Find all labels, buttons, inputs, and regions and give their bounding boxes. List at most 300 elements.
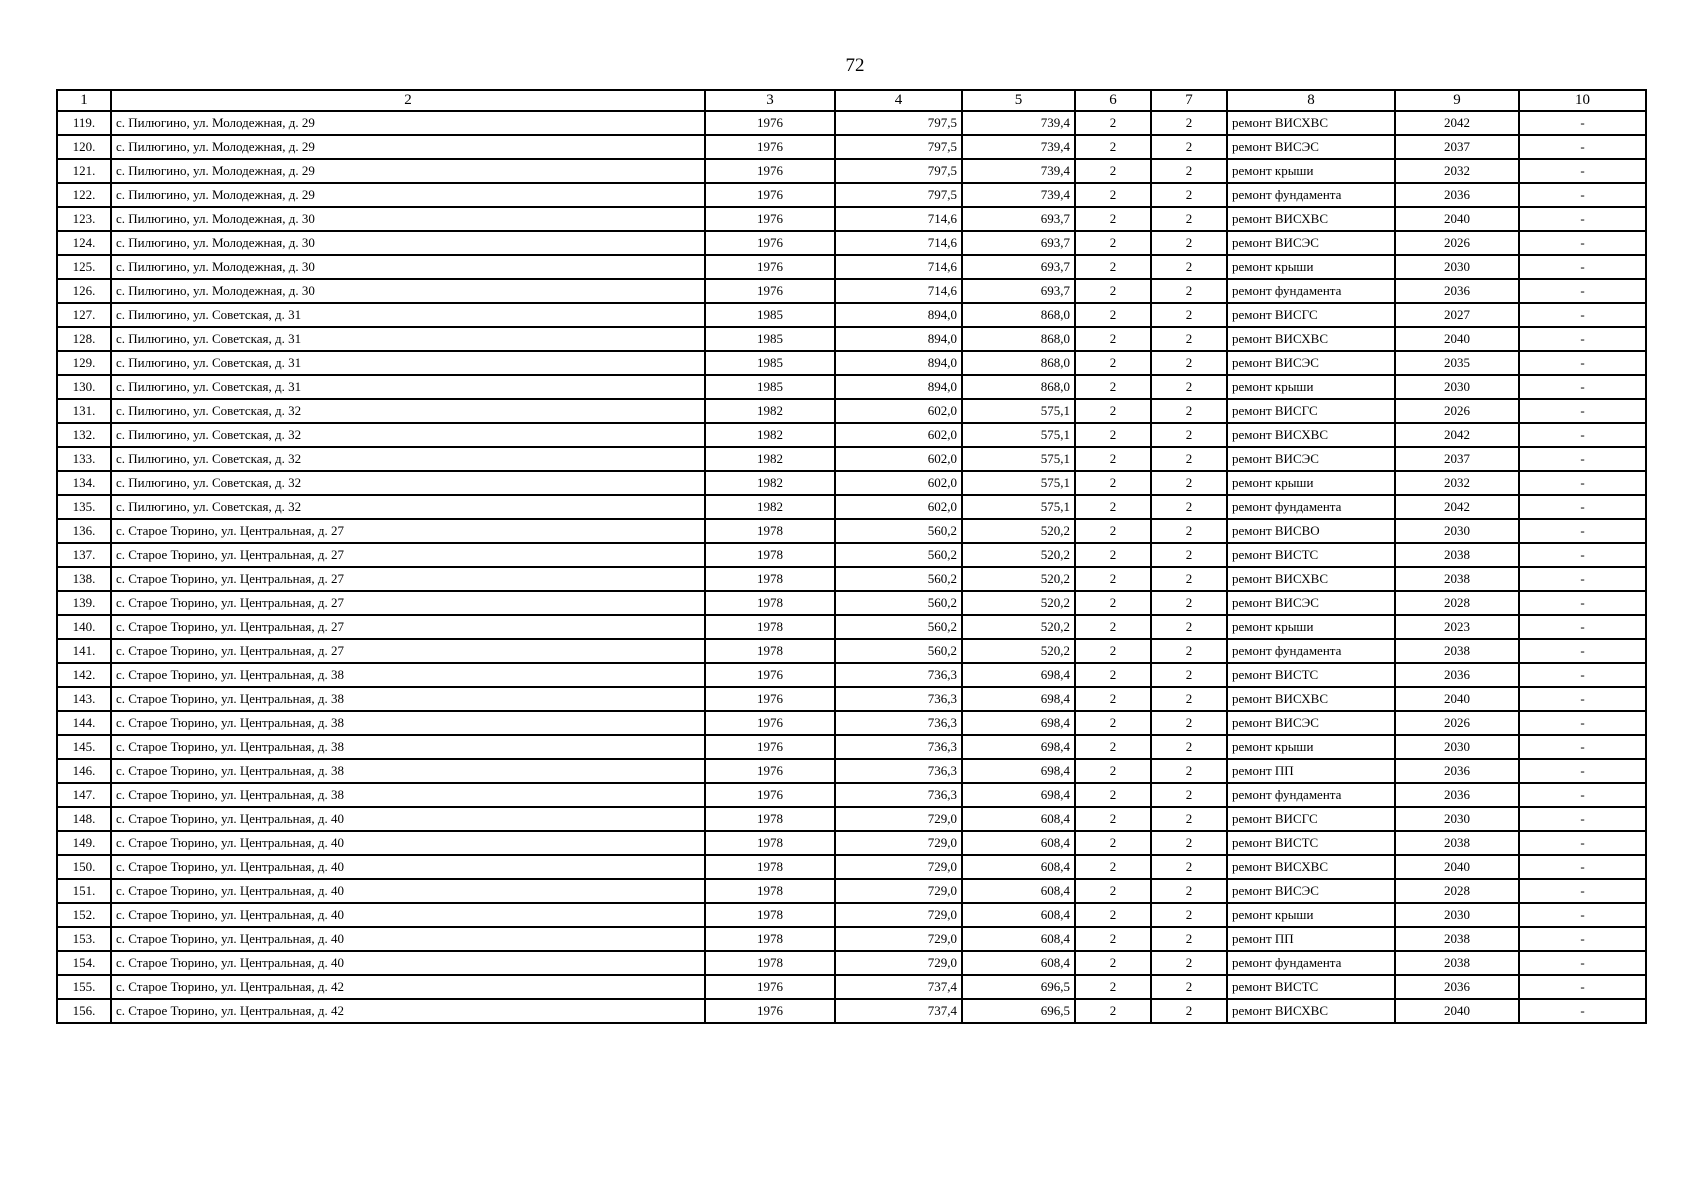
entrances-cell: 2 — [1151, 447, 1227, 471]
note-cell: - — [1519, 375, 1646, 399]
floors-cell: 2 — [1075, 807, 1151, 831]
table-body — [57, 111, 1646, 1023]
address-cell: с. Пилюгино, ул. Молодежная, д. 29 — [111, 111, 705, 135]
row-number-cell: 127. — [57, 303, 111, 327]
floors-cell: 2 — [1075, 111, 1151, 135]
work-type-cell: ремонт ВИСЭС — [1227, 447, 1395, 471]
row-number-cell: 142. — [57, 663, 111, 687]
address-cell: с. Старое Тюрино, ул. Центральная, д. 40 — [111, 951, 705, 975]
planned-year-cell: 2030 — [1395, 375, 1519, 399]
address-cell: с. Старое Тюрино, ул. Центральная, д. 40 — [111, 807, 705, 831]
work-type-cell: ремонт ВИСЭС — [1227, 879, 1395, 903]
year-built-cell: 1978 — [705, 615, 835, 639]
living-area-cell: 698,4 — [962, 735, 1075, 759]
row-number-cell: 135. — [57, 495, 111, 519]
floors-cell: 2 — [1075, 447, 1151, 471]
table-row — [57, 183, 1646, 207]
floors-cell: 2 — [1075, 903, 1151, 927]
year-built-cell: 1978 — [705, 591, 835, 615]
total-area-cell: 714,6 — [835, 231, 962, 255]
table-row — [57, 687, 1646, 711]
note-cell: - — [1519, 903, 1646, 927]
living-area-cell: 520,2 — [962, 591, 1075, 615]
floors-cell: 2 — [1075, 495, 1151, 519]
table-row — [57, 231, 1646, 255]
living-area-cell: 608,4 — [962, 951, 1075, 975]
table-row — [57, 615, 1646, 639]
planned-year-cell: 2036 — [1395, 975, 1519, 999]
entrances-cell: 2 — [1151, 807, 1227, 831]
entrances-cell: 2 — [1151, 951, 1227, 975]
note-cell: - — [1519, 735, 1646, 759]
planned-year-cell: 2042 — [1395, 111, 1519, 135]
table-row — [57, 255, 1646, 279]
table-row — [57, 471, 1646, 495]
table-row — [57, 879, 1646, 903]
living-area-cell: 608,4 — [962, 927, 1075, 951]
address-cell: с. Пилюгино, ул. Советская, д. 32 — [111, 447, 705, 471]
living-area-cell: 868,0 — [962, 375, 1075, 399]
work-type-cell: ремонт ПП — [1227, 927, 1395, 951]
total-area-cell: 894,0 — [835, 327, 962, 351]
entrances-cell: 2 — [1151, 615, 1227, 639]
address-cell: с. Пилюгино, ул. Советская, д. 31 — [111, 327, 705, 351]
living-area-cell: 696,5 — [962, 975, 1075, 999]
work-type-cell: ремонт ПП — [1227, 759, 1395, 783]
entrances-cell: 2 — [1151, 543, 1227, 567]
living-area-cell: 698,4 — [962, 711, 1075, 735]
work-type-cell: ремонт крыши — [1227, 615, 1395, 639]
address-cell: с. Пилюгино, ул. Молодежная, д. 30 — [111, 279, 705, 303]
work-type-cell: ремонт ВИСХВС — [1227, 687, 1395, 711]
entrances-cell: 2 — [1151, 975, 1227, 999]
entrances-cell: 2 — [1151, 759, 1227, 783]
floors-cell: 2 — [1075, 927, 1151, 951]
planned-year-cell: 2023 — [1395, 615, 1519, 639]
note-cell: - — [1519, 615, 1646, 639]
planned-year-cell: 2036 — [1395, 759, 1519, 783]
living-area-cell: 693,7 — [962, 279, 1075, 303]
note-cell: - — [1519, 231, 1646, 255]
planned-year-cell: 2040 — [1395, 327, 1519, 351]
row-number-cell: 148. — [57, 807, 111, 831]
living-area-cell: 608,4 — [962, 855, 1075, 879]
table-row — [57, 759, 1646, 783]
entrances-cell: 2 — [1151, 687, 1227, 711]
row-number-cell: 156. — [57, 999, 111, 1023]
planned-year-cell: 2040 — [1395, 999, 1519, 1023]
total-area-cell: 560,2 — [835, 615, 962, 639]
year-built-cell: 1978 — [705, 927, 835, 951]
row-number-cell: 154. — [57, 951, 111, 975]
total-area-cell: 729,0 — [835, 903, 962, 927]
table-row — [57, 159, 1646, 183]
living-area-cell: 608,4 — [962, 903, 1075, 927]
work-type-cell: ремонт ВИСЭС — [1227, 135, 1395, 159]
column-header: 9 — [1395, 90, 1519, 111]
planned-year-cell: 2026 — [1395, 711, 1519, 735]
row-number-cell: 149. — [57, 831, 111, 855]
note-cell: - — [1519, 975, 1646, 999]
work-type-cell: ремонт ВИСТС — [1227, 663, 1395, 687]
note-cell: - — [1519, 111, 1646, 135]
work-type-cell: ремонт фундамента — [1227, 279, 1395, 303]
work-type-cell: ремонт крыши — [1227, 735, 1395, 759]
address-cell: с. Пилюгино, ул. Советская, д. 31 — [111, 375, 705, 399]
table-row — [57, 807, 1646, 831]
entrances-cell: 2 — [1151, 399, 1227, 423]
living-area-cell: 693,7 — [962, 255, 1075, 279]
living-area-cell: 868,0 — [962, 327, 1075, 351]
planned-year-cell: 2040 — [1395, 855, 1519, 879]
living-area-cell: 739,4 — [962, 159, 1075, 183]
work-type-cell: ремонт ВИСГС — [1227, 807, 1395, 831]
note-cell: - — [1519, 687, 1646, 711]
work-type-cell: ремонт ВИСГС — [1227, 399, 1395, 423]
year-built-cell: 1976 — [705, 663, 835, 687]
floors-cell: 2 — [1075, 255, 1151, 279]
year-built-cell: 1982 — [705, 423, 835, 447]
entrances-cell: 2 — [1151, 927, 1227, 951]
address-cell: с. Старое Тюрино, ул. Центральная, д. 42 — [111, 975, 705, 999]
row-number-cell: 136. — [57, 519, 111, 543]
entrances-cell: 2 — [1151, 279, 1227, 303]
planned-year-cell: 2032 — [1395, 471, 1519, 495]
floors-cell: 2 — [1075, 735, 1151, 759]
floors-cell: 2 — [1075, 327, 1151, 351]
address-cell: с. Старое Тюрино, ул. Центральная, д. 38 — [111, 783, 705, 807]
entrances-cell: 2 — [1151, 855, 1227, 879]
entrances-cell: 2 — [1151, 231, 1227, 255]
entrances-cell: 2 — [1151, 783, 1227, 807]
planned-year-cell: 2030 — [1395, 807, 1519, 831]
total-area-cell: 560,2 — [835, 591, 962, 615]
entrances-cell: 2 — [1151, 471, 1227, 495]
address-cell: с. Старое Тюрино, ул. Центральная, д. 27 — [111, 639, 705, 663]
total-area-cell: 602,0 — [835, 447, 962, 471]
row-number-cell: 133. — [57, 447, 111, 471]
total-area-cell: 560,2 — [835, 519, 962, 543]
address-cell: с. Старое Тюрино, ул. Центральная, д. 27 — [111, 567, 705, 591]
living-area-cell: 698,4 — [962, 663, 1075, 687]
year-built-cell: 1976 — [705, 183, 835, 207]
note-cell: - — [1519, 183, 1646, 207]
planned-year-cell: 2035 — [1395, 351, 1519, 375]
entrances-cell: 2 — [1151, 879, 1227, 903]
floors-cell: 2 — [1075, 183, 1151, 207]
total-area-cell: 736,3 — [835, 663, 962, 687]
year-built-cell: 1978 — [705, 831, 835, 855]
year-built-cell: 1978 — [705, 855, 835, 879]
planned-year-cell: 2038 — [1395, 543, 1519, 567]
total-area-cell: 729,0 — [835, 831, 962, 855]
floors-cell: 2 — [1075, 375, 1151, 399]
note-cell: - — [1519, 519, 1646, 543]
year-built-cell: 1976 — [705, 759, 835, 783]
floors-cell: 2 — [1075, 567, 1151, 591]
planned-year-cell: 2030 — [1395, 519, 1519, 543]
row-number-cell: 145. — [57, 735, 111, 759]
year-built-cell: 1976 — [705, 735, 835, 759]
total-area-cell: 714,6 — [835, 255, 962, 279]
address-cell: с. Пилюгино, ул. Молодежная, д. 29 — [111, 159, 705, 183]
living-area-cell: 520,2 — [962, 639, 1075, 663]
row-number-cell: 121. — [57, 159, 111, 183]
year-built-cell: 1976 — [705, 231, 835, 255]
year-built-cell: 1985 — [705, 303, 835, 327]
column-header: 7 — [1151, 90, 1227, 111]
planned-year-cell: 2040 — [1395, 207, 1519, 231]
table-row — [57, 999, 1646, 1023]
planned-year-cell: 2038 — [1395, 831, 1519, 855]
year-built-cell: 1976 — [705, 207, 835, 231]
table-row — [57, 783, 1646, 807]
entrances-cell: 2 — [1151, 327, 1227, 351]
year-built-cell: 1976 — [705, 687, 835, 711]
planned-year-cell: 2036 — [1395, 183, 1519, 207]
row-number-cell: 150. — [57, 855, 111, 879]
work-type-cell: ремонт ВИСТС — [1227, 543, 1395, 567]
total-area-cell: 729,0 — [835, 807, 962, 831]
entrances-cell: 2 — [1151, 999, 1227, 1023]
living-area-cell: 739,4 — [962, 135, 1075, 159]
total-area-cell: 560,2 — [835, 543, 962, 567]
planned-year-cell: 2038 — [1395, 927, 1519, 951]
work-type-cell: ремонт ВИСХВС — [1227, 999, 1395, 1023]
year-built-cell: 1976 — [705, 159, 835, 183]
living-area-cell: 575,1 — [962, 447, 1075, 471]
note-cell: - — [1519, 303, 1646, 327]
work-type-cell: ремонт ВИСЭС — [1227, 231, 1395, 255]
year-built-cell: 1976 — [705, 975, 835, 999]
total-area-cell: 729,0 — [835, 951, 962, 975]
floors-cell: 2 — [1075, 879, 1151, 903]
work-type-cell: ремонт ВИСЭС — [1227, 351, 1395, 375]
work-type-cell: ремонт крыши — [1227, 903, 1395, 927]
entrances-cell: 2 — [1151, 183, 1227, 207]
floors-cell: 2 — [1075, 231, 1151, 255]
address-cell: с. Старое Тюрино, ул. Центральная, д. 42 — [111, 999, 705, 1023]
note-cell: - — [1519, 567, 1646, 591]
living-area-cell: 575,1 — [962, 471, 1075, 495]
year-built-cell: 1978 — [705, 639, 835, 663]
column-header: 2 — [111, 90, 705, 111]
year-built-cell: 1976 — [705, 999, 835, 1023]
total-area-cell: 737,4 — [835, 975, 962, 999]
planned-year-cell: 2037 — [1395, 135, 1519, 159]
work-type-cell: ремонт фундамента — [1227, 951, 1395, 975]
work-type-cell: ремонт фундамента — [1227, 183, 1395, 207]
planned-year-cell: 2030 — [1395, 255, 1519, 279]
row-number-cell: 134. — [57, 471, 111, 495]
address-cell: с. Старое Тюрино, ул. Центральная, д. 27 — [111, 519, 705, 543]
row-number-cell: 147. — [57, 783, 111, 807]
note-cell: - — [1519, 807, 1646, 831]
row-number-cell: 143. — [57, 687, 111, 711]
row-number-cell: 141. — [57, 639, 111, 663]
table-row — [57, 423, 1646, 447]
year-built-cell: 1978 — [705, 903, 835, 927]
year-built-cell: 1978 — [705, 807, 835, 831]
work-type-cell: ремонт ВИСХВС — [1227, 423, 1395, 447]
table-row — [57, 735, 1646, 759]
total-area-cell: 729,0 — [835, 927, 962, 951]
work-type-cell: ремонт крыши — [1227, 471, 1395, 495]
floors-cell: 2 — [1075, 351, 1151, 375]
total-area-cell: 736,3 — [835, 735, 962, 759]
total-area-cell: 797,5 — [835, 183, 962, 207]
total-area-cell: 714,6 — [835, 207, 962, 231]
table-row — [57, 327, 1646, 351]
column-header: 4 — [835, 90, 962, 111]
floors-cell: 2 — [1075, 159, 1151, 183]
entrances-cell: 2 — [1151, 663, 1227, 687]
address-cell: с. Старое Тюрино, ул. Центральная, д. 27 — [111, 543, 705, 567]
address-cell: с. Пилюгино, ул. Молодежная, д. 29 — [111, 135, 705, 159]
total-area-cell: 797,5 — [835, 135, 962, 159]
floors-cell: 2 — [1075, 207, 1151, 231]
floors-cell: 2 — [1075, 471, 1151, 495]
note-cell: - — [1519, 399, 1646, 423]
address-cell: с. Пилюгино, ул. Советская, д. 32 — [111, 471, 705, 495]
row-number-cell: 131. — [57, 399, 111, 423]
entrances-cell: 2 — [1151, 591, 1227, 615]
living-area-cell: 696,5 — [962, 999, 1075, 1023]
row-number-cell: 138. — [57, 567, 111, 591]
year-built-cell: 1978 — [705, 951, 835, 975]
note-cell: - — [1519, 327, 1646, 351]
living-area-cell: 739,4 — [962, 183, 1075, 207]
work-type-cell: ремонт ВИСХВС — [1227, 111, 1395, 135]
note-cell: - — [1519, 423, 1646, 447]
planned-year-cell: 2036 — [1395, 663, 1519, 687]
table-row — [57, 303, 1646, 327]
address-cell: с. Пилюгино, ул. Советская, д. 31 — [111, 351, 705, 375]
entrances-cell: 2 — [1151, 903, 1227, 927]
total-area-cell: 602,0 — [835, 495, 962, 519]
address-cell: с. Старое Тюрино, ул. Центральная, д. 38 — [111, 759, 705, 783]
planned-year-cell: 2036 — [1395, 783, 1519, 807]
living-area-cell: 520,2 — [962, 615, 1075, 639]
table-row — [57, 279, 1646, 303]
planned-year-cell: 2037 — [1395, 447, 1519, 471]
note-cell: - — [1519, 639, 1646, 663]
note-cell: - — [1519, 471, 1646, 495]
living-area-cell: 608,4 — [962, 879, 1075, 903]
total-area-cell: 560,2 — [835, 567, 962, 591]
total-area-cell: 602,0 — [835, 423, 962, 447]
planned-year-cell: 2028 — [1395, 879, 1519, 903]
note-cell: - — [1519, 279, 1646, 303]
floors-cell: 2 — [1075, 759, 1151, 783]
year-built-cell: 1976 — [705, 279, 835, 303]
floors-cell: 2 — [1075, 639, 1151, 663]
column-header: 3 — [705, 90, 835, 111]
table-row — [57, 975, 1646, 999]
total-area-cell: 736,3 — [835, 759, 962, 783]
total-area-cell: 560,2 — [835, 639, 962, 663]
note-cell: - — [1519, 927, 1646, 951]
planned-year-cell: 2042 — [1395, 495, 1519, 519]
address-cell: с. Пилюгино, ул. Молодежная, д. 30 — [111, 207, 705, 231]
address-cell: с. Старое Тюрино, ул. Центральная, д. 38 — [111, 711, 705, 735]
year-built-cell: 1982 — [705, 471, 835, 495]
table-row — [57, 495, 1646, 519]
work-type-cell: ремонт ВИСТС — [1227, 975, 1395, 999]
note-cell: - — [1519, 591, 1646, 615]
note-cell: - — [1519, 951, 1646, 975]
year-built-cell: 1978 — [705, 879, 835, 903]
work-type-cell: ремонт крыши — [1227, 159, 1395, 183]
floors-cell: 2 — [1075, 975, 1151, 999]
row-number-cell: 146. — [57, 759, 111, 783]
total-area-cell: 797,5 — [835, 111, 962, 135]
address-cell: с. Старое Тюрино, ул. Центральная, д. 38 — [111, 663, 705, 687]
floors-cell: 2 — [1075, 279, 1151, 303]
address-cell: с. Старое Тюрино, ул. Центральная, д. 38 — [111, 687, 705, 711]
planned-year-cell: 2030 — [1395, 735, 1519, 759]
year-built-cell: 1978 — [705, 519, 835, 543]
address-cell: с. Пилюгино, ул. Молодежная, д. 30 — [111, 255, 705, 279]
year-built-cell: 1978 — [705, 543, 835, 567]
living-area-cell: 698,4 — [962, 687, 1075, 711]
entrances-cell: 2 — [1151, 639, 1227, 663]
entrances-cell: 2 — [1151, 207, 1227, 231]
floors-cell: 2 — [1075, 855, 1151, 879]
work-type-cell: ремонт крыши — [1227, 375, 1395, 399]
living-area-cell: 520,2 — [962, 519, 1075, 543]
note-cell: - — [1519, 855, 1646, 879]
floors-cell: 2 — [1075, 399, 1151, 423]
note-cell: - — [1519, 759, 1646, 783]
table-row — [57, 399, 1646, 423]
total-area-cell: 736,3 — [835, 711, 962, 735]
planned-year-cell: 2038 — [1395, 639, 1519, 663]
column-number-row — [57, 90, 1646, 111]
table-row — [57, 639, 1646, 663]
entrances-cell: 2 — [1151, 135, 1227, 159]
planned-year-cell: 2030 — [1395, 903, 1519, 927]
floors-cell: 2 — [1075, 687, 1151, 711]
total-area-cell: 894,0 — [835, 351, 962, 375]
planned-year-cell: 2040 — [1395, 687, 1519, 711]
address-cell: с. Старое Тюрино, ул. Центральная, д. 40 — [111, 831, 705, 855]
planned-year-cell: 2036 — [1395, 279, 1519, 303]
table-row — [57, 543, 1646, 567]
total-area-cell: 729,0 — [835, 855, 962, 879]
table-row — [57, 567, 1646, 591]
year-built-cell: 1978 — [705, 567, 835, 591]
living-area-cell: 693,7 — [962, 207, 1075, 231]
year-built-cell: 1985 — [705, 375, 835, 399]
year-built-cell: 1985 — [705, 327, 835, 351]
floors-cell: 2 — [1075, 951, 1151, 975]
living-area-cell: 575,1 — [962, 399, 1075, 423]
year-built-cell: 1976 — [705, 783, 835, 807]
entrances-cell: 2 — [1151, 567, 1227, 591]
entrances-cell: 2 — [1151, 423, 1227, 447]
address-cell: с. Пилюгино, ул. Молодежная, д. 29 — [111, 183, 705, 207]
row-number-cell: 120. — [57, 135, 111, 159]
column-header: 1 — [57, 90, 111, 111]
address-cell: с. Старое Тюрино, ул. Центральная, д. 38 — [111, 735, 705, 759]
floors-cell: 2 — [1075, 783, 1151, 807]
column-header: 10 — [1519, 90, 1646, 111]
repair-schedule-table — [56, 89, 1647, 1024]
planned-year-cell: 2038 — [1395, 567, 1519, 591]
living-area-cell: 608,4 — [962, 807, 1075, 831]
planned-year-cell: 2027 — [1395, 303, 1519, 327]
